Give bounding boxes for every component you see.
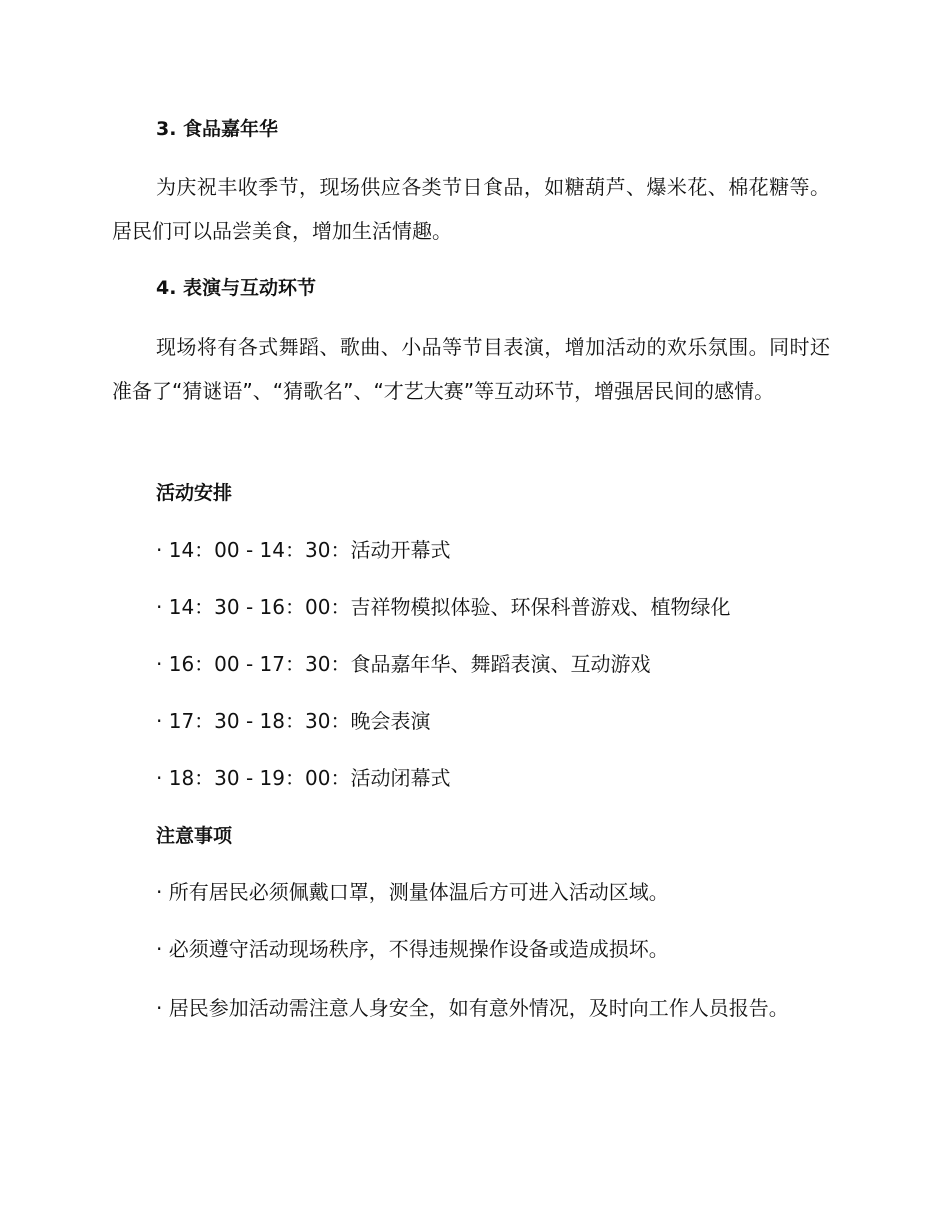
schedule-item: · 17：30 - 18：30：晚会表演 — [156, 709, 431, 733]
paragraph-performance: 现场将有各式舞蹈、歌曲、小品等节目表演，增加活动的欢乐氛围。同时还准备了“猜谜语”、“猜歌名”、“才艺大赛”等互动环节，增强居民间的感情。 — [112, 335, 830, 403]
section-heading-performance: 4. 表演与互动环节 — [156, 277, 317, 299]
notes-item: · 必须遵守活动现场秩序，不得违规操作设备或造成损坏。 — [156, 937, 669, 961]
notes-item: · 居民参加活动需注意人身安全，如有意外情况，及时向工作人员报告。 — [156, 996, 789, 1020]
schedule-item: · 14：30 - 16：00：吉祥物模拟体验、环保科普游戏、植物绿化 — [156, 595, 731, 619]
section-heading-schedule: 活动安排 — [156, 482, 233, 504]
schedule-item: · 14：00 - 14：30：活动开幕式 — [156, 538, 451, 562]
paragraph-food-carnival: 为庆祝丰收季节，现场供应各类节日食品，如糖葫芦、爆米花、棉花糖等。居民们可以品尝美食，增加生活情趣。 — [112, 175, 830, 243]
schedule-item: · 16：00 - 17：30：食品嘉年华、舞蹈表演、互动游戏 — [156, 652, 651, 676]
section-heading-food-carnival: 3. 食品嘉年华 — [156, 118, 279, 140]
section-heading-notes: 注意事项 — [156, 825, 233, 847]
schedule-item: · 18：30 - 19：00：活动闭幕式 — [156, 766, 451, 790]
notes-item: · 所有居民必须佩戴口罩，测量体温后方可进入活动区域。 — [156, 880, 669, 904]
